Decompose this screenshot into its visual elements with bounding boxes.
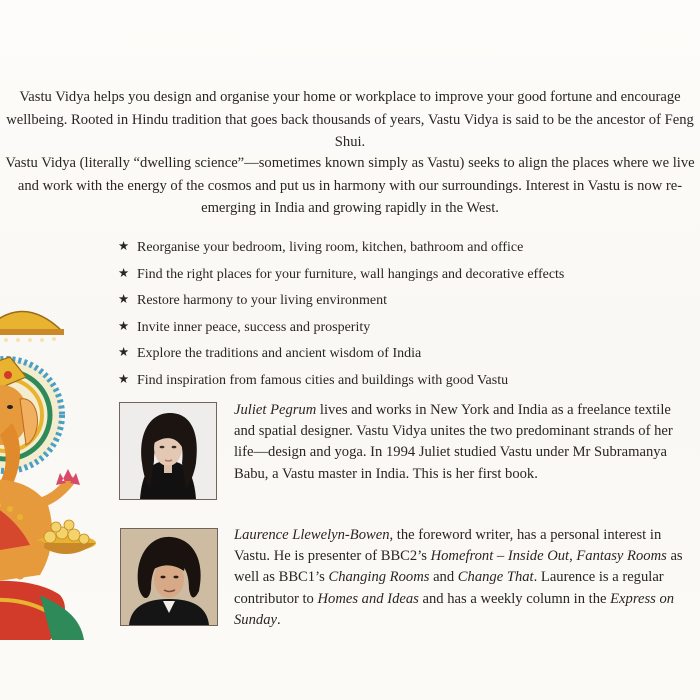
star-icon: ★ [118, 318, 130, 333]
list-item: ★ Explore the traditions and ancient wisdom of India [118, 340, 688, 367]
star-icon: ★ [118, 292, 130, 307]
author-name: Juliet Pegrum [234, 402, 317, 418]
portrait-image [120, 403, 216, 499]
ganesha-illustration [0, 295, 110, 640]
portrait-image [121, 529, 217, 625]
list-item: ★ Restore harmony to your living environment [118, 287, 688, 314]
author-name: Laurence Llewelyn-Bowen [234, 527, 390, 543]
author-bio-juliet: Juliet Pegrum lives and works in New York and India as a freelance textile and spatial designer. Vastu Vidya unites the two predominant strands of her life—design and yoga. In 1994 Juliet studied Vastu under Mr Subramanya Babu, a Vastu master in India. This is her first book. [234, 402, 673, 482]
star-icon: ★ [118, 265, 130, 280]
intro-paragraph-2: Vastu Vidya (literally “dwelling science”—sometimes known simply as Vastu) seeks to align the places where we live and work with the energy of the cosmos and put us in harmony with our surroundings. Interest in Vastu is now re-emerging in India and growing rapidly in the West. [5, 155, 695, 216]
author-photo-juliet [119, 402, 217, 500]
author-bio-laurence: Laurence Llewelyn-Bowen, the foreword writer, has a personal interest in Vastu. He is presenter of BBC2’s Homefront – Inside Out, Fantasy Rooms as well as BBC1’s Changing Rooms and Change That. Laurence is a regular contributor to Homes and Ideas and has a weekly column in the Express on Sunday. [234, 527, 683, 628]
intro-paragraph-1: Vastu Vidya helps you design and organise your home or workplace to improve your good fortune and encourage wellbeing. Rooted in Hindu tradition that goes back thousands of years, Vastu Vidya is said to be the ancestor of Feng Shui. [6, 89, 694, 150]
star-icon: ★ [118, 371, 130, 386]
list-item: ★ Invite inner peace, success and prosperity [118, 314, 688, 341]
list-item: ★ Find the right places for your furniture, wall hangings and decorative effects [118, 261, 688, 288]
author-photo-laurence [120, 528, 218, 626]
ganesha-icon [0, 295, 110, 640]
star-icon: ★ [118, 345, 130, 360]
list-item: ★ Reorganise your bedroom, living room, kitchen, bathroom and office [118, 234, 688, 261]
list-item: ★ Find inspiration from famous cities and buildings with good Vastu [118, 367, 688, 394]
star-icon: ★ [118, 239, 130, 253]
benefits-list [118, 234, 688, 394]
